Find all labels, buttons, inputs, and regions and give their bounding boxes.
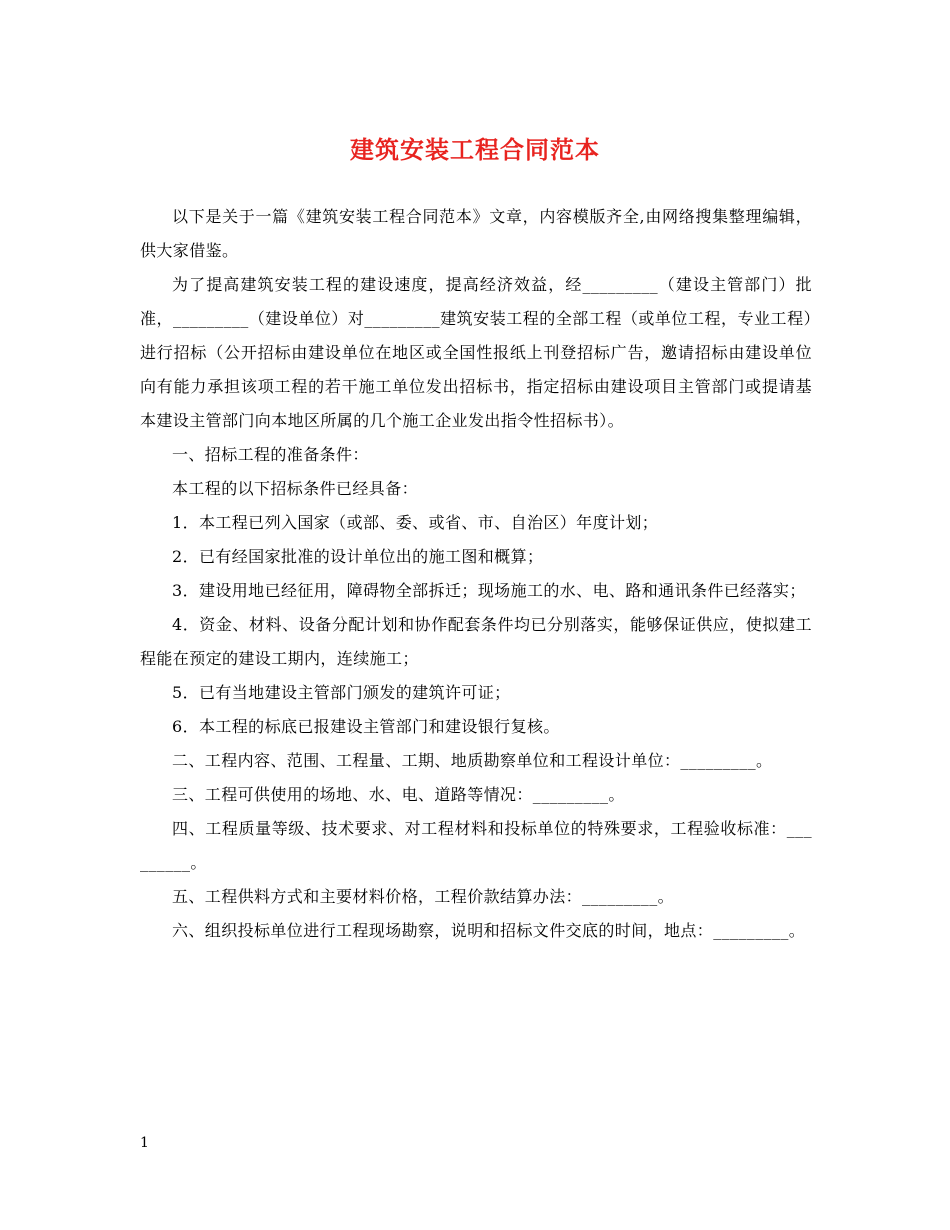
condition-item-6: 6．本工程的标底已报建设主管部门和建设银行复核。	[172, 717, 560, 736]
intro-paragraph: 以下是关于一篇《建筑安装工程合同范本》文章，内容模版齐全,由网络搜集整理编辑，供大家借鉴。	[140, 207, 812, 260]
page-number: 1	[140, 1135, 149, 1151]
condition-item-5: 5．已有当地建设主管部门颁发的建筑许可证；	[172, 683, 511, 702]
document-body	[140, 200, 812, 948]
section-2-paragraph: 二、工程内容、范围、工程量、工期、地质勘察单位和工程设计单位：_________。	[172, 751, 773, 770]
purpose-paragraph: 为了提高建筑安装工程的建设速度，提高经济效益，经_________（建设主管部门）批准，_________（建设单位）对_________建筑安装工程的全部工程（或单位工程，专业工程）进行招标（公开招标由建设单位在地区或全国性报纸上刊登招标广告，邀请招标由建设单位向有能力承担该项工程的若干施工单位发出招标书，指定招标由建设项目主管部门或提请基本建设主管部门向本地区所属的几个施工企业发出指令性招标书）。	[140, 275, 812, 430]
section-5-paragraph: 五、工程供料方式和主要材料价格，工程价款结算办法：_________。	[172, 887, 675, 906]
condition-item-4: 4．资金、材料、设备分配计划和协作配套条件均已分别落实，能够保证供应，使拟建工程能在预定的建设工期内，连续施工；	[140, 615, 812, 668]
condition-item-1: 1．本工程已列入国家（或部、委、或省、市、自治区）年度计划；	[172, 513, 659, 532]
condition-item-3: 3．建设用地已经征用，障碍物全部拆迁；现场施工的水、电、路和通讯条件已经落实；	[172, 581, 806, 600]
section-4-paragraph: 四、工程质量等级、技术要求、对工程材料和投标单位的特殊要求，工程验收标准：_________。	[140, 819, 812, 872]
document-title: 建筑安装工程合同范本	[350, 136, 600, 164]
conditions-intro: 本工程的以下招标条件已经具备：	[172, 479, 419, 498]
condition-item-2: 2．已有经国家批准的设计单位出的施工图和概算；	[172, 547, 544, 566]
section-heading-1: 一、招标工程的准备条件：	[172, 445, 369, 464]
section-6-paragraph: 六、组织投标单位进行工程现场勘察，说明和招标文件交底的时间，地点：_________。	[172, 921, 806, 940]
section-3-paragraph: 三、工程可供使用的场地、水、电、道路等情况：_________。	[172, 785, 625, 804]
